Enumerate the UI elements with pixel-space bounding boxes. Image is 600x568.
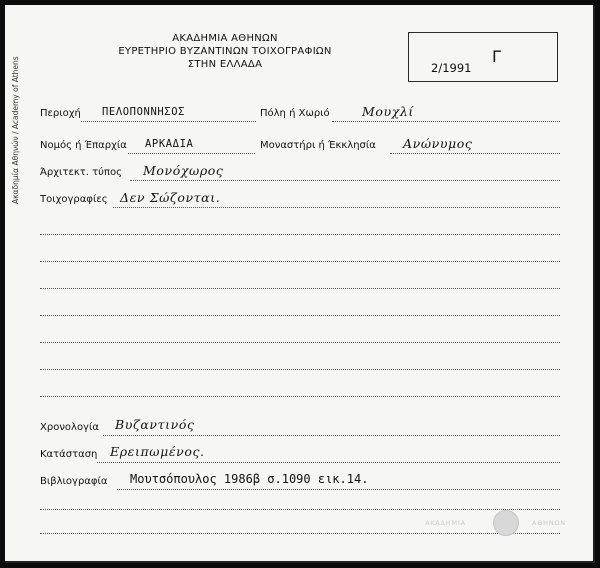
watermark-left-text: ΑΚΑΔΗΜΙΑ [425, 519, 466, 527]
header-index-title: ΕΥΡΕΤΗΡΙΟ ΒΥΖΑΝΤΙΝΩΝ ΤΟΙΧΟΓΡΑΦΙΩΝ [118, 46, 332, 57]
seal-icon [493, 510, 519, 536]
region-label: Περιοχή [40, 108, 81, 119]
city-line [332, 121, 560, 122]
region-line [81, 121, 256, 122]
blank-line [40, 261, 560, 262]
blank-line [40, 288, 560, 289]
card-id-box [408, 32, 558, 82]
region-value: ΠΕΛΟΠΟΝΝΗΣΟΣ [102, 106, 186, 118]
blank-line [40, 342, 560, 343]
condition-value: Ερειπωμένος. [110, 444, 205, 459]
murals-value: Δεν Σώζονται. [120, 190, 221, 205]
dating-value: Βυζαντινός [115, 417, 195, 432]
arch-type-label: Άρχιτεκτ. τύπος [40, 167, 122, 178]
card-header [85, 32, 365, 71]
monastery-label: Μοναστήρι ή Έκκλησία [260, 140, 376, 151]
monastery-value: Ανώνυμος [403, 136, 473, 151]
card-letter: Γ [492, 47, 501, 66]
bibliography-line [117, 489, 560, 490]
murals-line [113, 207, 560, 208]
condition-line [97, 462, 560, 463]
monastery-line [390, 153, 560, 154]
blank-line [40, 315, 560, 316]
prefecture-line [128, 153, 255, 154]
card-number: 2/1991 [431, 61, 472, 75]
bibliography-value: Μουτσόπουλος 1986β σ.1090 εικ.14. [130, 472, 369, 486]
academy-watermark [425, 510, 575, 536]
index-card [5, 5, 595, 563]
header-location: ΣΤΗΝ ΕΛΛΑΔΑ [187, 59, 263, 70]
side-caption: Ακαδημία Αθηνών / Academy of Athens [11, 56, 20, 204]
blank-line [40, 396, 560, 397]
header-institution: ΑΚΑΔΗΜΙΑ ΑΘΗΝΩΝ [172, 33, 278, 44]
dating-line [103, 435, 560, 436]
condition-label: Κατάσταση [40, 449, 98, 460]
prefecture-value: ΑΡΚΑΔΙΑ [145, 138, 194, 150]
blank-line [40, 234, 560, 235]
blank-line [40, 369, 560, 370]
murals-label: Τοιχογραφίες [40, 194, 108, 205]
dating-label: Χρονολογία [40, 422, 99, 433]
prefecture-label: Νομός ή Έπαρχία [40, 140, 127, 151]
arch-type-line [130, 180, 560, 181]
watermark-right-text: ΑΘΗΝΩΝ [532, 519, 566, 527]
bibliography-label: Βιβλιογραφία [40, 476, 108, 487]
city-label: Πόλη ή Χωριό [260, 108, 330, 119]
arch-type-value: Μονόχωρος [143, 163, 224, 178]
city-value: Μουχλί [362, 104, 414, 119]
